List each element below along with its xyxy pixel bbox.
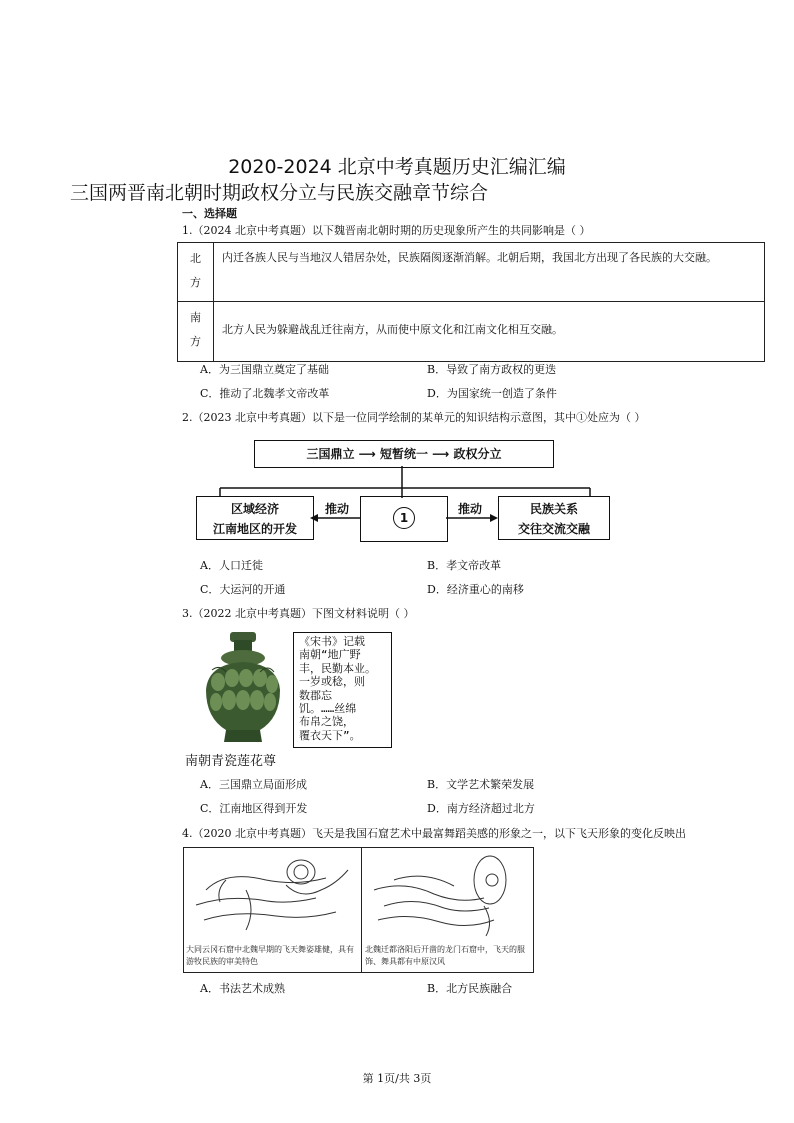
flying-apsaras-figure [183, 847, 534, 973]
q3-option-d[interactable]: D．南方经济超过北方 [427, 802, 535, 815]
north-label-char2: 方 [190, 276, 201, 289]
quote-line: 《宋书》记载 [299, 635, 365, 648]
q2-option-c[interactable]: C．大运河的开通 [200, 583, 286, 596]
right-box-line1: 民族关系 [529, 502, 578, 516]
right-box-line2: 交往交流交融 [517, 522, 590, 536]
left-arrow-label: 推动 [325, 502, 350, 516]
circled-number-one: 1 [393, 507, 415, 529]
quote-line: 饥。……丝绵 [299, 702, 357, 716]
song-shu-quote-box [293, 632, 392, 748]
diagram-top-box: 三国鼎立 ⟶ 短暂统一 ⟶ 政权分立 [254, 440, 554, 468]
quote-line: 布帛之饶， [299, 715, 354, 729]
quote-line: 一岁或稔，则 [299, 675, 365, 689]
table-row-south [178, 302, 764, 361]
question-3-stem: 3.（2022 北京中考真题）下图文材料说明（ ） [182, 607, 415, 620]
south-label [178, 302, 214, 361]
quote-line: 丰，民勤本业。 [299, 661, 376, 675]
diagram-right-box [498, 496, 610, 540]
page-footer: 第 1页/共 3页 [362, 1072, 432, 1085]
right-arrow-label: 推动 [458, 502, 483, 516]
figure-divider [361, 848, 362, 972]
q3-option-a[interactable]: A．三国鼎立局面形成 [200, 778, 307, 791]
q2-option-a[interactable]: A．人口迁徙 [200, 559, 263, 572]
document-title-line2: 三国两晋南北朝时期政权分立与民族交融章节综合 [70, 182, 489, 204]
north-text: 内迁各族人民与当地汉人错居杂处，民族隔阂逐渐消解。北朝后期，我国北方出现了各民族的大交融。 [222, 251, 717, 264]
question-1-stem: 1.（2024 北京中考真题）以下魏晋南北朝时期的历史现象所产生的共同影响是（ ） [182, 224, 591, 237]
celadon-lotus-vase-image [196, 630, 288, 746]
q1-option-b[interactable]: B．导致了南方政权的更迭 [427, 363, 557, 376]
q2-option-d[interactable]: D．经济重心的南移 [427, 583, 524, 596]
south-label-char1: 南 [190, 311, 201, 324]
document-title-line1: 2020-2024 北京中考真题历史汇编汇编 [228, 156, 566, 178]
south-label-char2: 方 [190, 335, 201, 348]
q2-option-b[interactable]: B．孝文帝改革 [427, 559, 502, 572]
question-1-table [177, 242, 765, 362]
left-figure-caption: 大同云冈石窟中北魏早期的飞天舞姿雄健，具有游牧民族的审美特色 [186, 945, 354, 966]
left-box-line1: 区域经济 [230, 502, 279, 516]
section-heading: 一、选择题 [182, 207, 237, 220]
diagram-center-box [360, 496, 448, 542]
table-row-north [178, 243, 764, 302]
q4-option-b[interactable]: B．北方民族融合 [427, 982, 513, 995]
question-2-stem: 2.（2023 北京中考真题）以下是一位同学绘制的某单元的知识结构示意图，其中①处应为（ ） [182, 411, 646, 424]
q1-option-d[interactable]: D．为国家统一创造了条件 [427, 387, 557, 400]
quote-line: 数郡忘 [299, 688, 332, 702]
quote-text [299, 635, 376, 742]
q1-option-a[interactable]: A．为三国鼎立奠定了基础 [200, 363, 329, 376]
south-text: 北方人民为躲避战乱迁往南方，从而使中原文化和江南文化相互交融。 [222, 323, 563, 336]
longmen-apsara-sketch [364, 850, 530, 940]
q3-option-c[interactable]: C．江南地区得到开发 [200, 802, 308, 815]
quote-line: 南朝“地广野 [299, 648, 361, 662]
q3-option-b[interactable]: B．文学艺术繁荣发展 [427, 778, 535, 791]
left-box-line2: 江南地区的开发 [212, 522, 297, 536]
north-label-char1: 北 [190, 252, 201, 265]
vase-caption: 南朝青瓷莲花尊 [185, 754, 277, 769]
quote-line: 覆衣天下”。 [299, 728, 361, 742]
diagram-left-box [196, 496, 314, 540]
q4-option-a[interactable]: A．书法艺术成熟 [200, 982, 285, 995]
right-figure-caption: 北魏迁都洛阳后开凿的龙门石窟中，飞天的服饰、舞具都有中原汉风 [365, 945, 525, 966]
yungang-apsara-sketch [186, 850, 358, 940]
question-4-stem: 4.（2020 北京中考真题）飞天是我国石窟艺术中最富舞蹈美感的形象之一，以下飞天形象的变化反映出 [182, 827, 686, 840]
north-label [178, 243, 214, 301]
q1-option-c[interactable]: C．推动了北魏孝文帝改革 [200, 387, 330, 400]
